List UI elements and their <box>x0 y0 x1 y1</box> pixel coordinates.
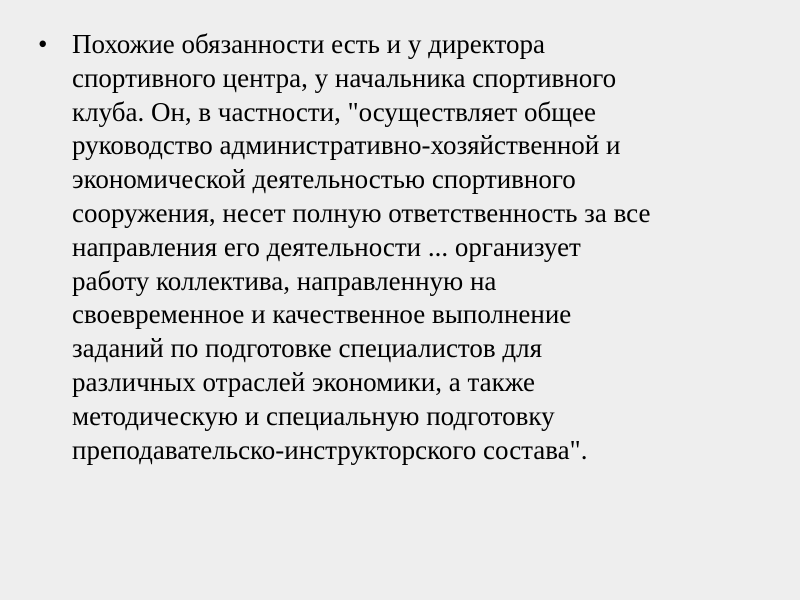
paragraph-line: работу коллектива, направленную на <box>72 265 497 296</box>
paragraph-line: клуба. Он, в частности, "осуществляет общее <box>72 96 596 127</box>
paragraph-line: направления его деятельности ... организует <box>72 231 581 262</box>
paragraph-line: Похожие обязанности есть и у директора <box>72 29 545 59</box>
bullet-item <box>36 28 776 467</box>
paragraph-line: различных отраслей экономики, а также <box>72 366 536 397</box>
paragraph-line: экономической деятельностью спортивного <box>72 164 576 195</box>
paragraph-line: сооружения, несет полную ответственность за все <box>72 197 651 228</box>
bullet-marker: • <box>38 29 48 59</box>
bullet-list <box>36 28 776 467</box>
paragraph-line: спортивного центра, у начальника спортивного <box>72 62 617 93</box>
paragraph-line: преподавательско-инструкторского состава". <box>72 434 588 465</box>
paragraph-line: методическую и специальную подготовку <box>72 400 555 431</box>
paragraph-line: своевременное и качественное выполнение <box>72 299 572 330</box>
paragraph-line: руководство административно-хозяйственной и <box>72 130 621 161</box>
paragraph-line: заданий по подготовке специалистов для <box>72 333 543 364</box>
